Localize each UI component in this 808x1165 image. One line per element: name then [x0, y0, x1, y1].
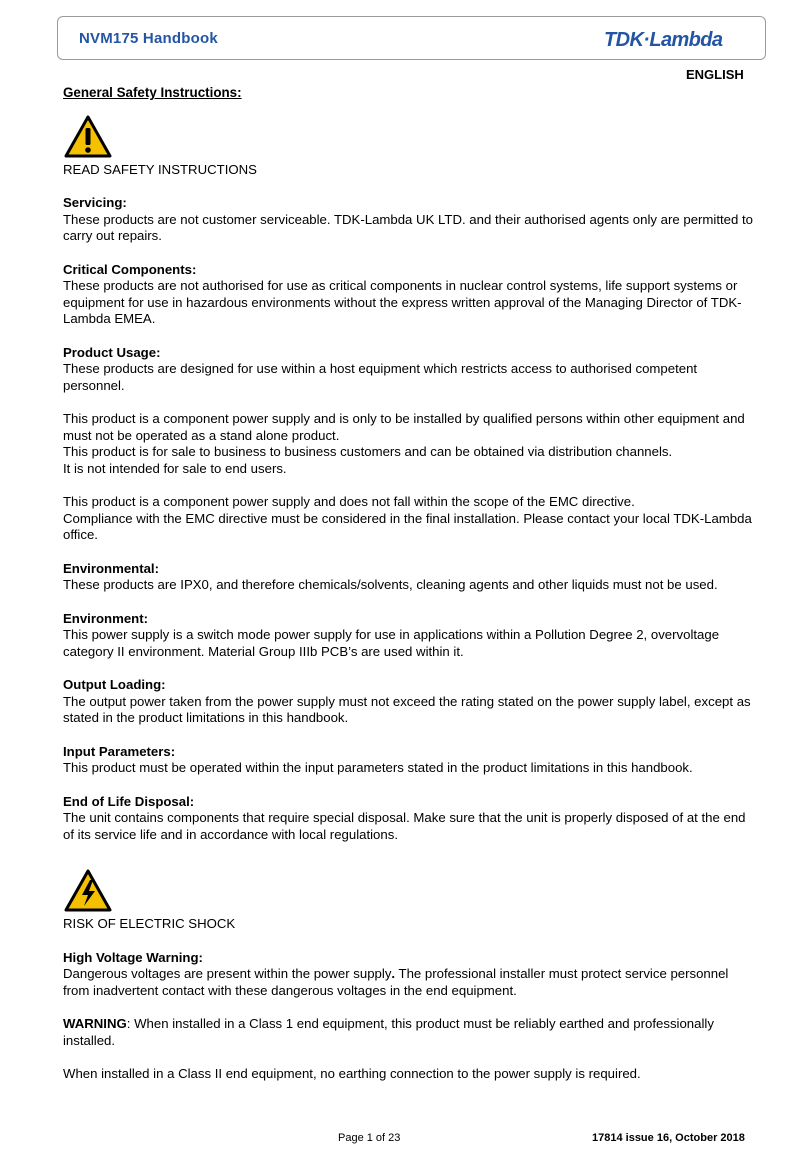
- section-title: Input Parameters:: [63, 743, 176, 759]
- section-input-parameters: [63, 744, 753, 777]
- section-title: Servicing:: [63, 195, 127, 210]
- section-text: These products are not customer serviceable. TDK-Lambda UK LTD. and their authorised agents only are permitted to carry out repairs.: [63, 211, 754, 243]
- section-servicing: [63, 195, 753, 245]
- paragraph-line: It is not intended for sale to end users.: [63, 460, 287, 476]
- section-title: End of Life Disposal:: [63, 793, 195, 809]
- warning-exclamation-icon: [63, 114, 113, 159]
- section-title: Environment:: [63, 610, 148, 626]
- page-number: Page 1 of 23: [338, 1132, 401, 1144]
- language-label: ENGLISH: [686, 67, 744, 82]
- section-text: This power supply is a switch mode power supply for use in applications within a Pollution Degree 2, overvoltage category II environment. Material Group IIIb PCB’s are used within it.: [63, 627, 720, 659]
- paragraph-line: This product is for sale to business to business customers and can be obtained via distribution channels.: [63, 444, 673, 459]
- page-heading: General Safety Instructions:: [63, 85, 242, 100]
- section-environmental: [63, 561, 753, 594]
- section-text: These products are IPX0, and therefore chemicals/solvents, cleaning agents and other liquids must not be used.: [63, 577, 718, 592]
- section-title: Product Usage:: [63, 344, 161, 360]
- section-title: High Voltage Warning:: [63, 949, 203, 965]
- emc-paragraph: [63, 494, 753, 544]
- page-content: [63, 85, 753, 1083]
- paragraph-line: When installed in a Class II end equipment, no earthing connection to the power supply is required.: [63, 1066, 641, 1081]
- section-text: These products are not authorised for use as critical components in nuclear control systems, life support systems or equipment for use in hazardous environments without the express written approval of the Managing Director of TDK-Lambda EMEA.: [63, 278, 742, 326]
- document-title: NVM175 Handbook: [79, 30, 218, 47]
- section-critical-components: [63, 262, 753, 328]
- component-paragraph: [63, 411, 753, 477]
- high-voltage-text-1: Dangerous voltages are present within the power supply: [63, 966, 392, 981]
- paragraph-line: This product is a component power supply and is only to be installed by qualified persons within other equipment and must not be operated as a stand alone product.: [63, 411, 745, 443]
- read-safety-label: READ SAFETY INSTRUCTIONS: [63, 161, 257, 177]
- section-text: This product must be operated within the input parameters stated in the product limitations in this handbook.: [63, 760, 693, 775]
- section-text: These products are designed for use within a host equipment which restricts access to authorised competent personnel.: [63, 361, 698, 393]
- section-high-voltage: [63, 950, 753, 1000]
- section-output-loading: [63, 677, 753, 727]
- section-text: The output power taken from the power supply must not exceed the rating stated on the power supply label, except as stated in the product limitations in this handbook.: [63, 693, 751, 725]
- class-ii-paragraph: [63, 1066, 753, 1083]
- paragraph-line: [63, 1016, 753, 1049]
- issue-number: 17814 issue 16, October 2018: [592, 1132, 745, 1144]
- electric-shock-warning-icon: [63, 868, 113, 913]
- section-product-usage: [63, 345, 753, 395]
- section-text: The unit contains components that require special disposal. Make sure that the unit is properly disposed of at the end of its service life and in accordance with local regulations.: [63, 810, 746, 842]
- warning-text: : When installed in a Class 1 end equipment, this product must be reliably earthed and professionally installed.: [63, 1016, 714, 1048]
- warning-paragraph: [63, 1016, 753, 1049]
- paragraph-line: Compliance with the EMC directive must be considered in the final installation. Please contact your local TDK-Lambda office.: [63, 510, 752, 542]
- section-end-of-life: [63, 794, 753, 844]
- section-title: Output Loading:: [63, 677, 166, 692]
- section-title: Critical Components:: [63, 261, 197, 277]
- section-environment: [63, 611, 753, 661]
- paragraph-line: This product is a component power supply and does not fall within the scope of the EMC directive.: [63, 494, 635, 509]
- section-title: Environmental:: [63, 560, 159, 576]
- warning-label: WARNING: [63, 1016, 127, 1031]
- electric-shock-label: RISK OF ELECTRIC SHOCK: [63, 916, 236, 931]
- brand-logo: TDK·Lambda: [604, 29, 723, 51]
- high-voltage-text-2: The professional installer must protect service personnel from inadvertent contact with these dangerous voltages in the end equipment.: [63, 966, 729, 998]
- high-voltage-period: .: [391, 966, 396, 981]
- section-text: [63, 966, 753, 999]
